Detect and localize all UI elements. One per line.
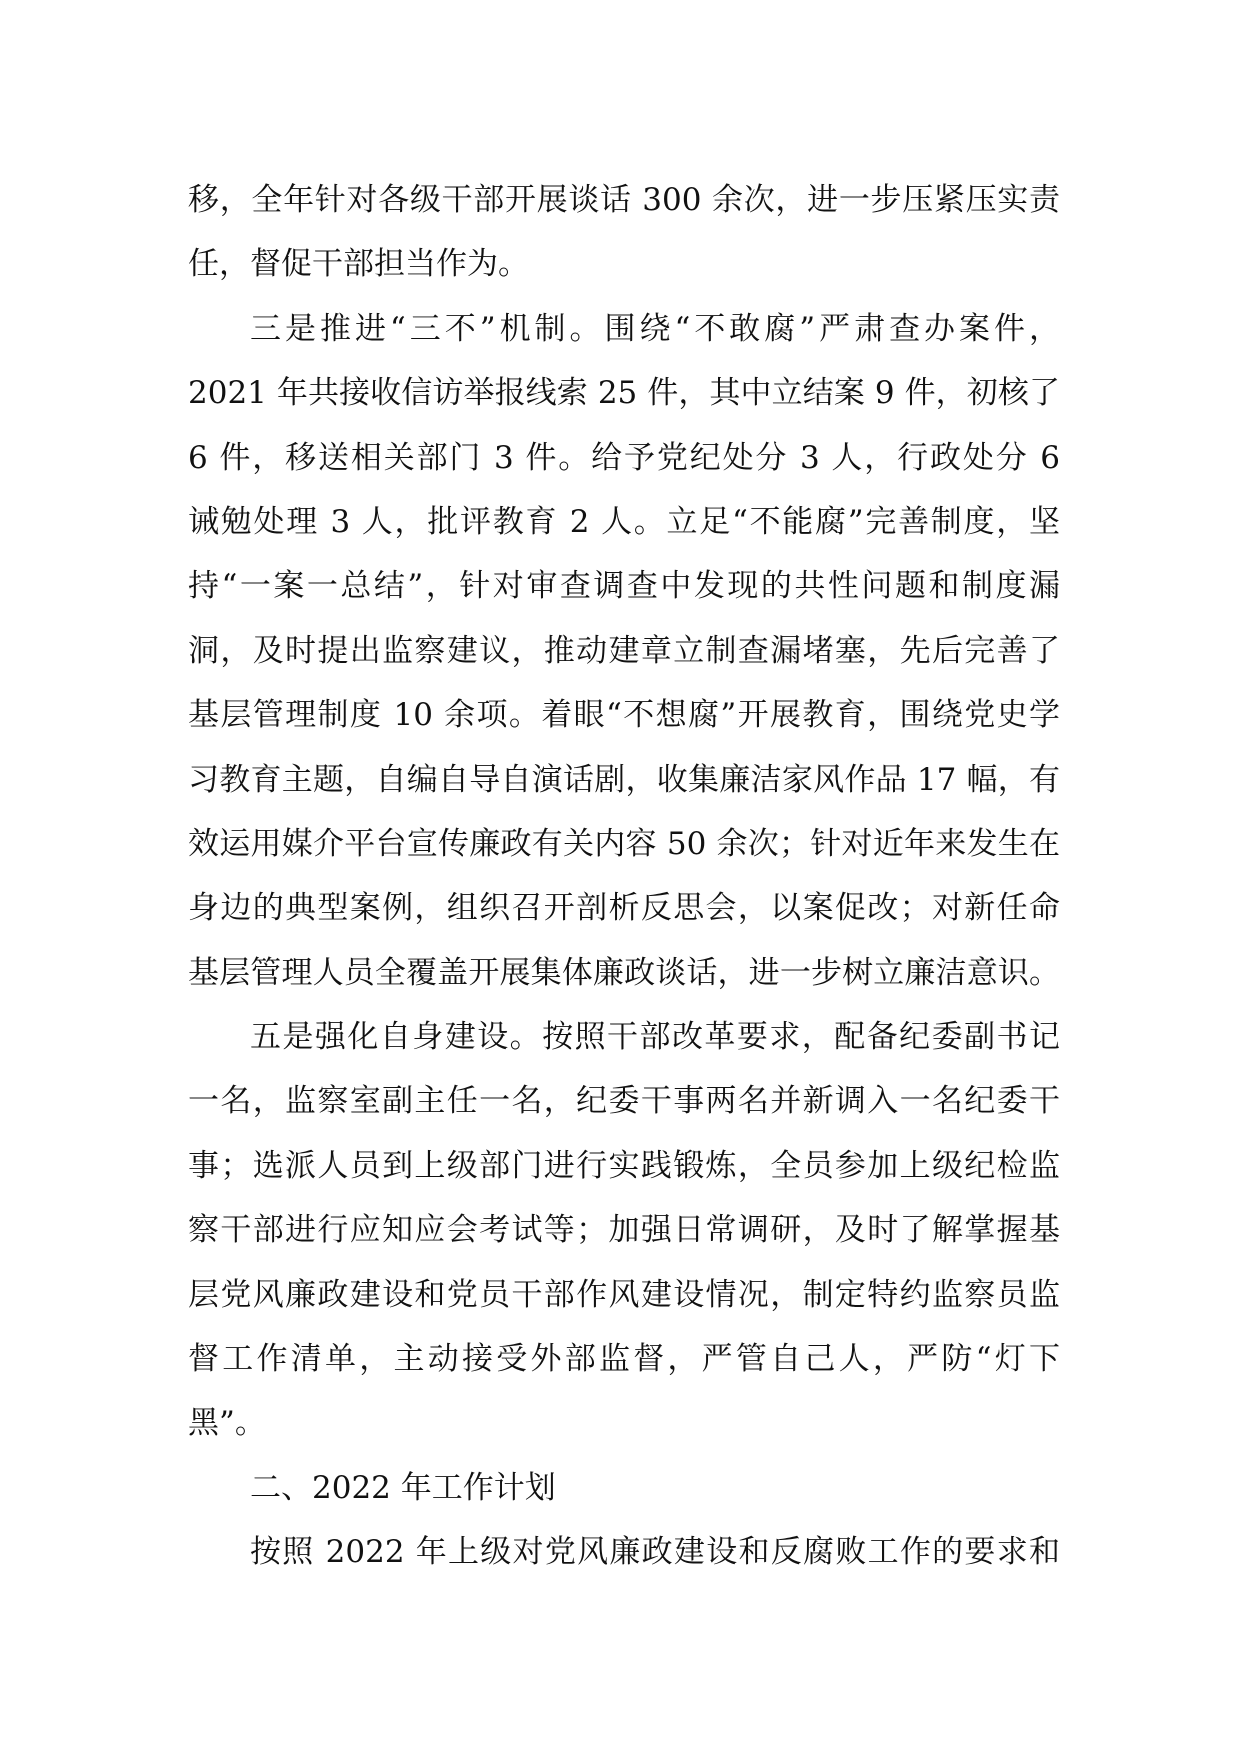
- text-line: 习教育主题，自编自导自演话剧，收集廉洁家风作品 17 幅，有: [188, 761, 1060, 798]
- text-line: 五是强化自身建设。按照干部改革要求，配备纪委副书记: [250, 1019, 1060, 1056]
- text-line: 身边的典型案例，组织召开剖析反思会，以案促改；对新任命: [188, 890, 1060, 927]
- text-line: 察干部进行应知应会考试等；加强日常调研，及时了解掌握基: [188, 1212, 1060, 1249]
- text-line: 2021 年共接收信访举报线索 25 件，其中立结案 9 件，初核了: [188, 375, 1060, 412]
- text-line: 层党风廉政建设和党员干部作风建设情况，制定特约监察员监: [188, 1276, 1060, 1313]
- text-line: 持“一案一总结”，针对审查调查中发现的共性问题和制度漏: [188, 568, 1060, 605]
- text-line: 按照 2022 年上级对党风廉政建设和反腐败工作的要求和: [250, 1534, 1060, 1571]
- text-line: 一名，监察室副主任一名，纪委干事两名并新调入一名纪委干: [188, 1083, 1060, 1120]
- text-line: 三是推进“三不”机制。围绕“不敢腐”严肃查办案件，: [250, 310, 1060, 347]
- text-line: 黑”。: [188, 1405, 266, 1442]
- text-line: 任，督促干部担当作为。: [188, 246, 529, 283]
- text-line: 二、2022 年工作计划: [250, 1469, 556, 1506]
- text-line: 移，全年针对各级干部开展谈话 300 余次，进一步压紧压实责: [188, 182, 1060, 218]
- text-line: 事；选派人员到上级部门进行实践锻炼，全员参加上级纪检监: [188, 1147, 1060, 1184]
- text-line: 基层管理制度 10 余项。着眼“不想腐”开展教育，围绕党史学: [188, 697, 1060, 734]
- text-line: 基层管理人员全覆盖开展集体廉政谈话，进一步树立廉洁意识。: [188, 954, 1060, 991]
- text-line: 6 件，移送相关部门 3 件。给予党纪处分 3 人，行政处分 6: [188, 439, 1060, 476]
- text-line: 督工作清单，主动接受外部监督，严管自己人，严防“灯下: [188, 1341, 1060, 1378]
- text-line: 诫勉处理 3 人，批评教育 2 人。立足“不能腐”完善制度，坚: [188, 503, 1060, 540]
- body-text: [188, 168, 1060, 1585]
- text-line: 效运用媒介平台宣传廉政有关内容 50 余次；针对近年来发生在: [188, 825, 1060, 862]
- text-line: 洞，及时提出监察建议，推动建章立制查漏堵塞，先后完善了: [188, 632, 1060, 669]
